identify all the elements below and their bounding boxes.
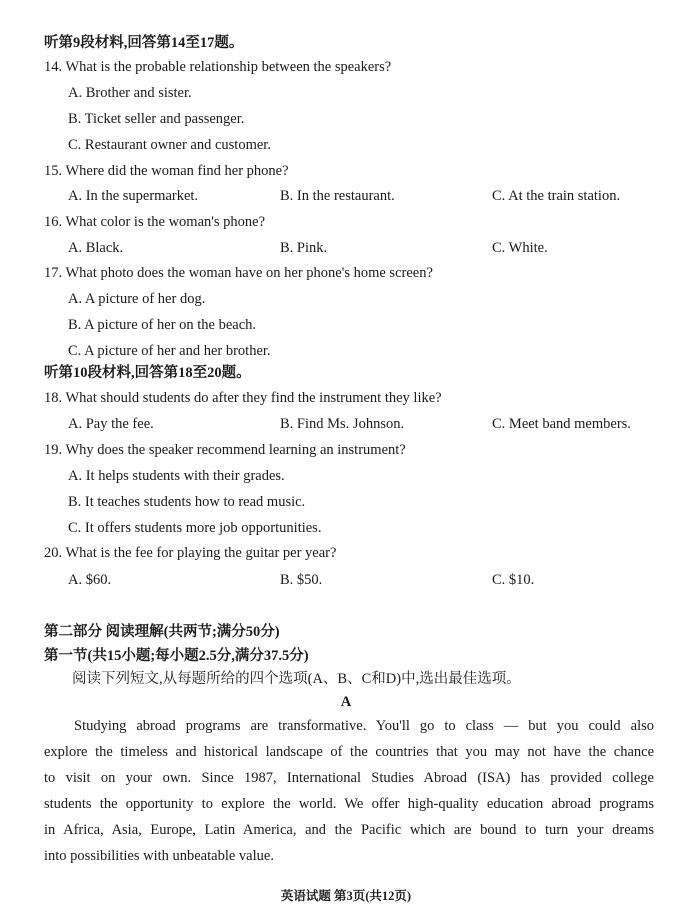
option: C. It offers students more job opportunities. [68,520,322,536]
passage-letter: A [340,694,352,710]
section-header-9: 听第9段材料,回答第14至17题。 [44,35,244,51]
option: C. At the train station. [492,188,621,204]
option: A. Pay the fee. [68,416,154,432]
question-14: 14. What is the probable relationship between the speakers? [44,59,392,75]
option: B. In the restaurant. [280,188,395,204]
option: A. $60. [68,572,112,588]
passage-line: Studying abroad programs are transformative. You'll go to class — but you could also [74,718,654,734]
instruction: 阅读下列短文,从每题所给的四个选项(A、B、C和D)中,选出最佳选项。 [72,671,521,687]
passage-line: into possibilities with unbeatable value. [44,848,274,864]
option: B. Pink. [280,240,328,256]
option: A. A picture of her dog. [68,291,206,307]
question-16: 16. What color is the woman's phone? [44,214,266,230]
page-footer: 英语试题 第3页(共12页) [280,889,412,903]
question-18: 18. What should students do after they find the instrument they like? [44,390,442,406]
option: C. White. [492,240,548,256]
passage-line: explore the timeless and historical landscape of the countries that you may not have the chance [44,744,654,760]
question-17: 17. What photo does the woman have on her phone's home screen? [44,265,433,281]
option: B. It teaches students how to read music. [68,494,306,510]
passage-line: to visit on your own. Since 1987, International Studies Abroad (ISA) has provided college [44,770,654,786]
option: C. Restaurant owner and customer. [68,137,271,153]
option: A. It helps students with their grades. [68,468,285,484]
option: C. A picture of her and her brother. [68,343,271,359]
option: B. A picture of her on the beach. [68,317,257,333]
question-20: 20. What is the fee for playing the guitar per year? [44,545,337,561]
option: B. $50. [280,572,323,588]
part-two-header: 第二部分 阅读理解(共两节;满分50分) [44,624,280,640]
option: B. Ticket seller and passenger. [68,111,245,127]
option: B. Find Ms. Johnson. [280,416,405,432]
question-15: 15. Where did the woman find her phone? [44,163,289,179]
option: A. In the supermarket. [68,188,199,204]
passage-line: students the opportunity to explore the world. We offer high-quality education abroad programs [44,796,654,812]
option: A. Black. [68,240,124,256]
section-one-header: 第一节(共15小题;每小题2.5分,满分37.5分) [44,648,309,664]
option: C. $10. [492,572,535,588]
section-header-10: 听第10段材料,回答第18至20题。 [44,365,251,381]
option: C. Meet band members. [492,416,631,432]
option: A. Brother and sister. [68,85,192,101]
passage [44,713,654,869]
passage-line: in Africa, Asia, Europe, Latin America, and the Pacific which are bound to turn your dreams [44,822,654,838]
question-19: 19. Why does the speaker recommend learning an instrument? [44,442,406,458]
